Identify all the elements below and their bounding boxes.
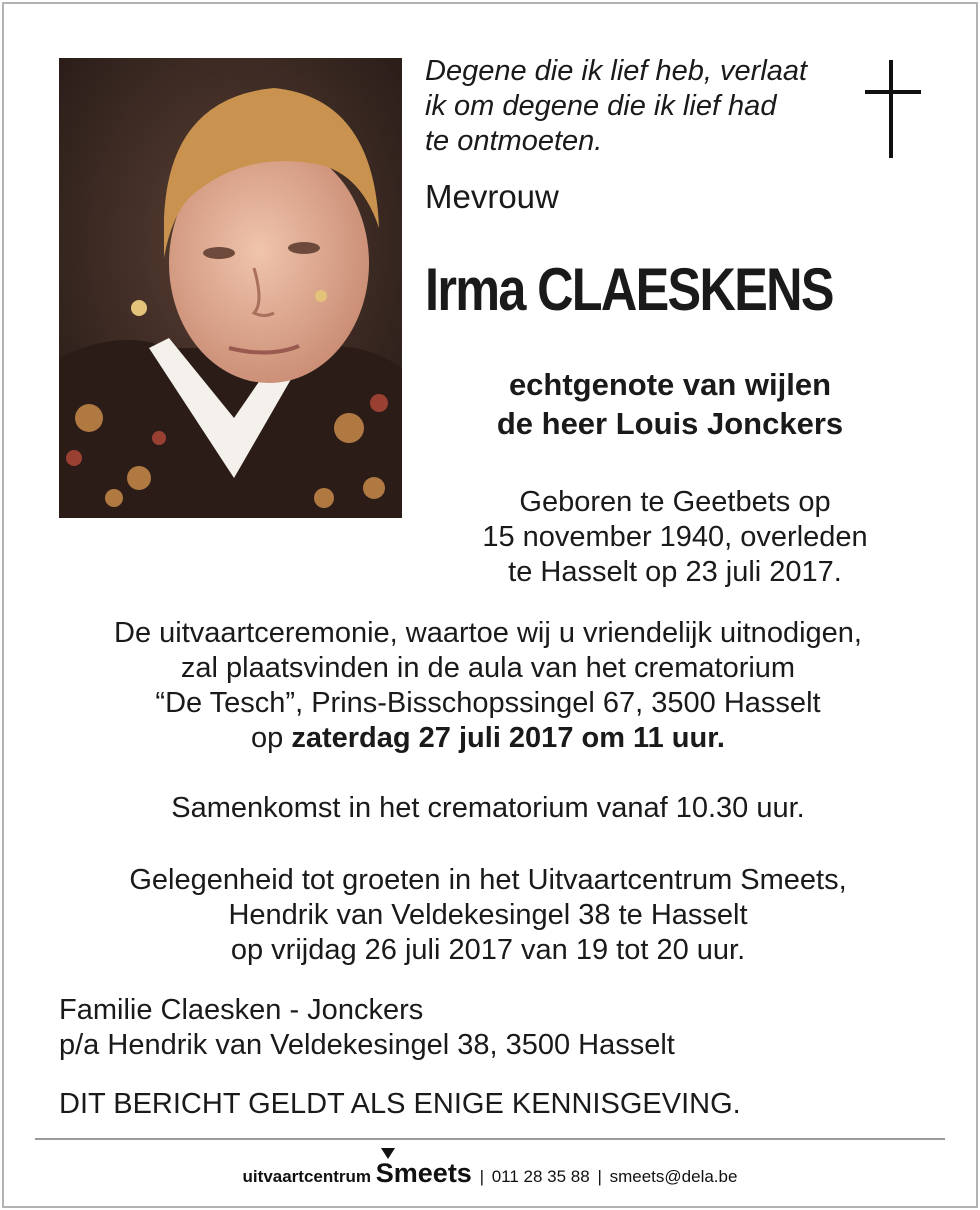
cross-icon bbox=[860, 60, 924, 160]
greeting-info bbox=[0, 863, 976, 968]
deceased-name: Irma CLAESKENS bbox=[425, 256, 833, 323]
footer bbox=[0, 1158, 980, 1189]
spouse-line: echtgenote van wijlen bbox=[508, 367, 832, 402]
ceremony-date: zaterdag 27 juli 2017 om 11 uur. bbox=[291, 722, 725, 754]
birth-line: Geboren te Geetbets op bbox=[519, 486, 831, 518]
ceremony-date-line bbox=[0, 721, 976, 756]
portrait-photo bbox=[59, 58, 402, 518]
notice-text: DIT BERICHT GELDT ALS ENIGE KENNISGEVING. bbox=[59, 1088, 741, 1120]
ceremony-info bbox=[0, 616, 976, 756]
family-line: Familie Claesken - Jonckers bbox=[59, 994, 424, 1026]
brand-name: Smeets bbox=[375, 1158, 472, 1188]
footer-separator: | bbox=[479, 1167, 484, 1186]
salutation: Mevrouw bbox=[425, 178, 559, 215]
footer-phone: 011 28 35 88 bbox=[491, 1167, 590, 1186]
quote-line: Degene die ik lief heb, verlaat bbox=[425, 55, 808, 87]
birth-line: te Hasselt op 23 juli 2017. bbox=[508, 556, 842, 588]
ceremony-line: zal plaatsvinden in de aula van het crematorium bbox=[180, 652, 796, 684]
quote-line: te ontmoeten. bbox=[425, 125, 603, 157]
spouse-line: de heer Louis Jonckers bbox=[496, 406, 844, 441]
memorial-quote bbox=[425, 54, 855, 159]
greeting-line: op vrijdag 26 juli 2017 van 19 tot 20 uur. bbox=[230, 934, 746, 966]
birth-line: 15 november 1940, overleden bbox=[482, 521, 868, 553]
family-address bbox=[59, 993, 675, 1063]
brand-prefix: uitvaartcentrum bbox=[242, 1167, 372, 1186]
ceremony-line: “De Tesch”, Prins-Bisschopssingel 67, 3500 Hasselt bbox=[155, 687, 821, 719]
greeting-line: Gelegenheid tot groeten in het Uitvaartcentrum Smeets, bbox=[129, 864, 847, 896]
birth-death-info bbox=[425, 485, 925, 590]
family-line: p/a Hendrik van Veldekesingel 38, 3500 Hasselt bbox=[59, 1029, 675, 1061]
spouse-info bbox=[425, 365, 915, 443]
quote-line: ik om degene die ik lief had bbox=[425, 90, 777, 122]
ceremony-date-prefix: op bbox=[251, 722, 284, 754]
gathering-info: Samenkomst in het crematorium vanaf 10.30 uur. bbox=[171, 792, 805, 824]
footer-separator: | bbox=[597, 1167, 602, 1186]
greeting-line: Hendrik van Veldekesingel 38 te Hasselt bbox=[228, 899, 748, 931]
footer-email[interactable]: smeets@dela.be bbox=[609, 1167, 738, 1186]
ceremony-line: De uitvaartceremonie, waartoe wij u vriendelijk uitnodigen, bbox=[114, 617, 862, 649]
divider bbox=[35, 1138, 945, 1140]
